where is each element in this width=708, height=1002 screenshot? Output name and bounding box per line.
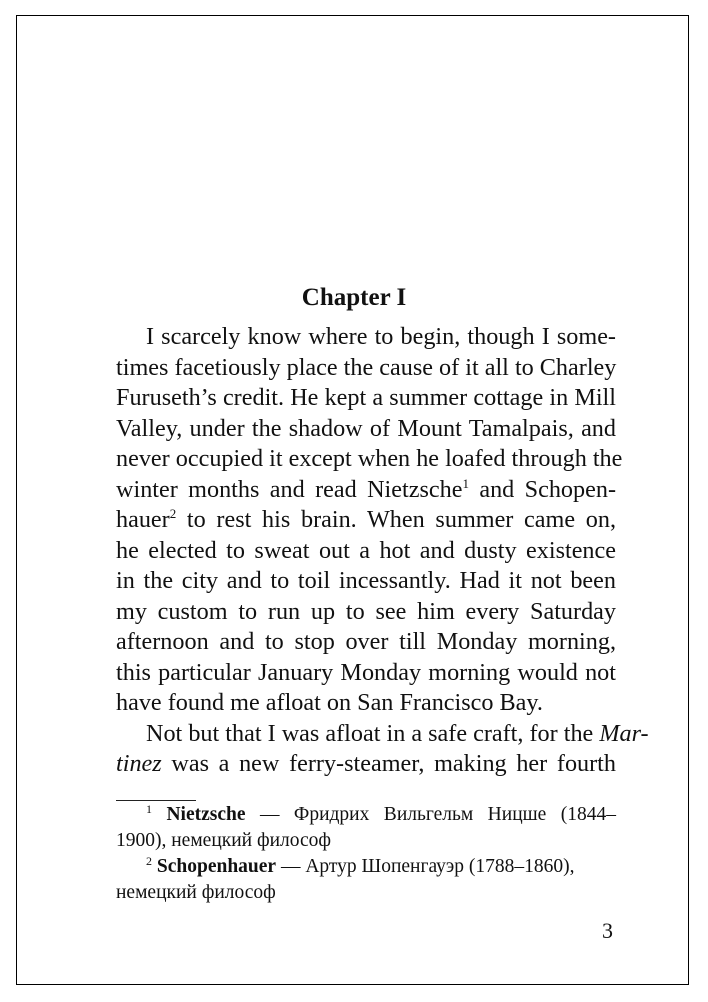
footnote-term: Nietzsche	[166, 804, 246, 825]
text-segment: hauer	[116, 506, 170, 533]
text-line: have found me afloat on San Francisco Bay.	[116, 689, 543, 716]
text-line: in the city and to toil incessantly. Had it not been	[116, 567, 616, 594]
page-number: 3	[602, 918, 613, 943]
footnote-divider	[116, 800, 196, 801]
text-segment: was a new ferry-steamer, making her fourth	[161, 750, 616, 777]
text-line: afternoon and to stop over till Monday morning,	[116, 628, 616, 655]
footnote-mark-1: 1	[462, 475, 469, 491]
text-line: never occupied it except when he loafed through the	[116, 445, 623, 472]
text-line: Valley, under the shadow of Mount Tamalpais, and	[116, 414, 616, 442]
text-segment: winter months and read Nietzsche	[116, 475, 463, 503]
text-segment: Not but that I was afloat in a safe craft, for the	[146, 719, 600, 747]
text-line: my custom to run up to see him every Saturday	[116, 597, 616, 625]
chapter-title: Chapter I	[301, 284, 407, 311]
footnote-number: 2	[146, 854, 152, 868]
footnote-text: — Артур Шопенгауэр (1788–1860),	[276, 856, 575, 877]
text-segment: to rest his brain. When summer came on,	[186, 506, 617, 533]
text-line	[116, 475, 616, 506]
text-line: I scarcely know where to begin, though I some-	[146, 323, 616, 350]
footnote-2	[116, 854, 616, 880]
text-line	[116, 505, 616, 536]
footnote-mark-2: 2	[169, 506, 177, 521]
text-line	[116, 719, 649, 750]
italic-ship-name: Mar-	[599, 719, 649, 747]
text-line: times facetiously place the cause of it all to Charley	[116, 353, 617, 381]
text-segment: and Schopen-	[479, 475, 617, 503]
footnote-term: Schopenhauer	[156, 856, 277, 877]
text-line: he elected to sweat out a hot and dusty existence	[116, 536, 616, 564]
footnotes	[116, 802, 616, 906]
text-line: Furuseth’s credit. He kept a summer cottage in Mill	[116, 384, 616, 411]
body-text	[116, 322, 649, 780]
italic-ship-name: tinez	[116, 750, 162, 777]
footnote-1	[116, 802, 616, 828]
text-line	[116, 749, 616, 780]
footnote-1-continued: 1900), немецкий философ	[116, 830, 332, 851]
text-line: this particular January Monday morning would not	[116, 658, 616, 686]
footnote-number: 1	[146, 802, 152, 816]
footnote-2-continued: немецкий философ	[116, 882, 276, 903]
footnote-text: — Фридрих Вильгельм Ницше (1844–	[245, 804, 616, 825]
